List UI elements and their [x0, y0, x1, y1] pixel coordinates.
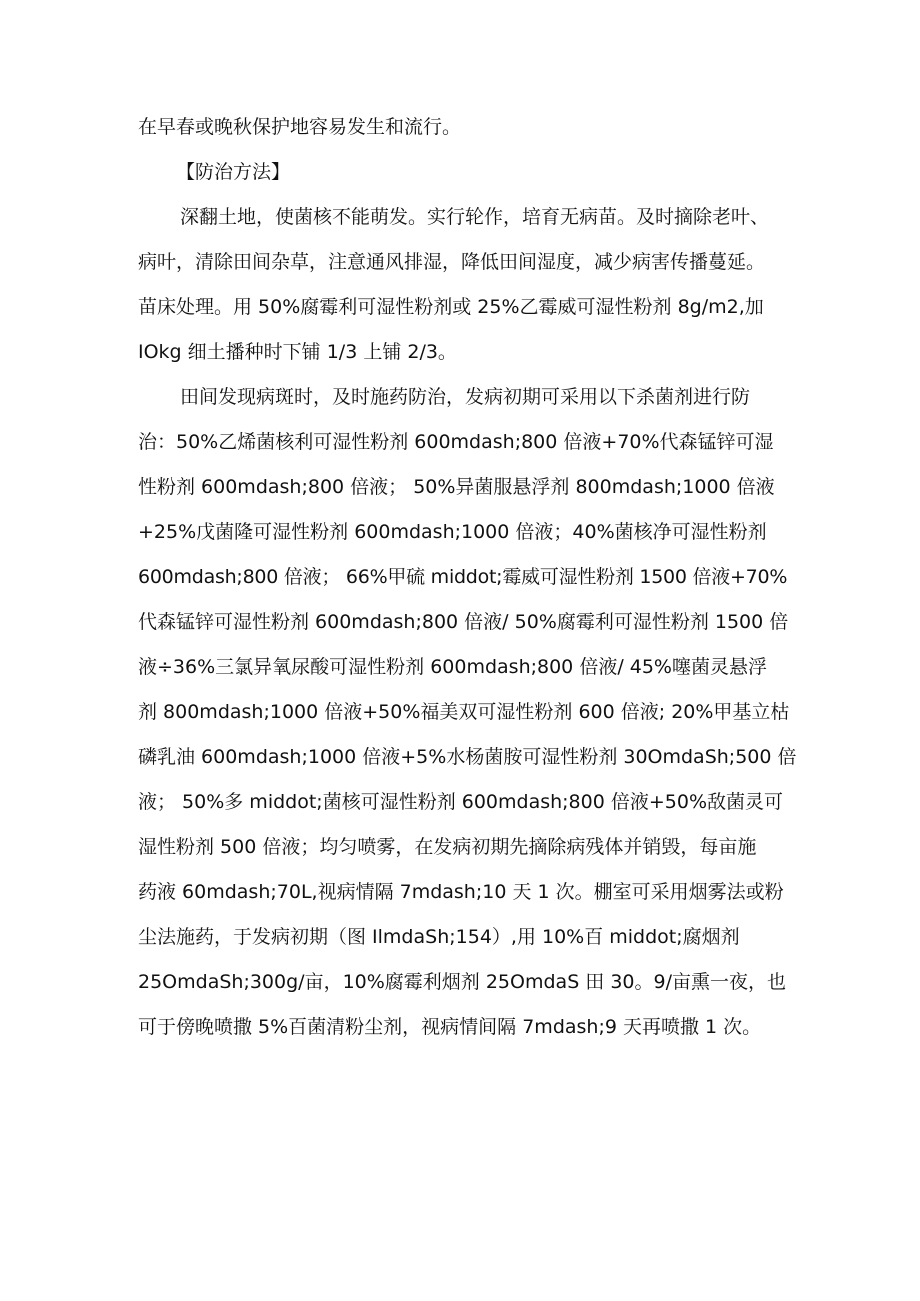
text-line: 田间发现病斑时，及时施药防治，发病初期可采用以下杀菌剂进行防 — [180, 386, 751, 408]
text-line: 治：50%乙烯菌核利可湿性粉剂 600mdash;800 倍液+70%代森锰锌可湿 — [138, 431, 774, 453]
text-line: 深翻土地，使菌核不能萌发。实行轮作，培育无病苗。及时摘除老叶、 — [180, 206, 770, 228]
text-line: 代森锰锌可湿性粉剂 600mdash;800 倍液∕ 50%腐霉利可湿性粉剂 1500 倍 — [138, 611, 789, 633]
text-line: IOkg 细土播种时下铺 1/3 上铺 2/3。 — [138, 341, 457, 363]
text-line: 剂 800mdash;1000 倍液+50%福美双可湿性粉剂 600 倍液; 20%甲基立枯 — [138, 701, 790, 723]
text-line: 尘法施药，于发病初期（图 IlmdaSh;154）,用 10%百 middot;腐烟剂 — [138, 926, 740, 948]
text-line: 药液 60mdash;70L,视病情隔 7mdash;10 天 1 次。棚室可采用烟雾法或粉 — [138, 881, 784, 903]
text-line: 600mdash;800 倍液； 66%甲硫 middot;霉威可湿性粉剂 1500 倍液+70% — [138, 566, 788, 588]
text-line: 磷乳油 600mdash;1000 倍液+5%水杨菌胺可湿性粉剂 30OmdaSh;500 倍 — [138, 746, 797, 768]
text-line: 性粉剂 600mdash;800 倍液； 50%异菌服悬浮剂 800mdash;1000 倍液 — [138, 476, 775, 498]
section-heading: 【防治方法】 — [176, 161, 291, 183]
text-line: 液÷36%三氯异氧尿酸可湿性粉剂 600mdash;800 倍液∕ 45%噻菌灵悬浮 — [138, 656, 767, 678]
text-line: 湿性粉剂 500 倍液；均匀喷雾，在发病初期先摘除病残体并销毁，每亩施 — [138, 836, 757, 858]
document-body — [138, 105, 798, 1050]
text-line: 苗床处理。用 50%腐霉利可湿性粉剂或 25%乙霉威可湿性粉剂 8g∕m2,加 — [138, 296, 764, 318]
text-line: +25%戊菌隆可湿性粉剂 600mdash;1000 倍液；40%菌核净可湿性粉剂 — [138, 521, 767, 543]
text-line: 液； 50%多 middot;菌核可湿性粉剂 600mdash;800 倍液+50%敌菌灵可 — [138, 791, 784, 813]
text-line: 25OmdaSh;300g/亩，10%腐霉利烟剂 25OmdaS 田 30。9/亩熏一夜，也 — [138, 971, 786, 993]
text-line: 病叶，清除田间杂草，注意通风排湿，降低田间湿度，减少病害传播蔓延。 — [138, 251, 766, 273]
text-line: 可于傍晚喷撒 5%百菌清粉尘剂，视病情间隔 7mdash;9 天再喷撒 1 次。 — [138, 1016, 762, 1038]
text-line: 在早春或晚秋保护地容易发生和流行。 — [138, 116, 462, 138]
